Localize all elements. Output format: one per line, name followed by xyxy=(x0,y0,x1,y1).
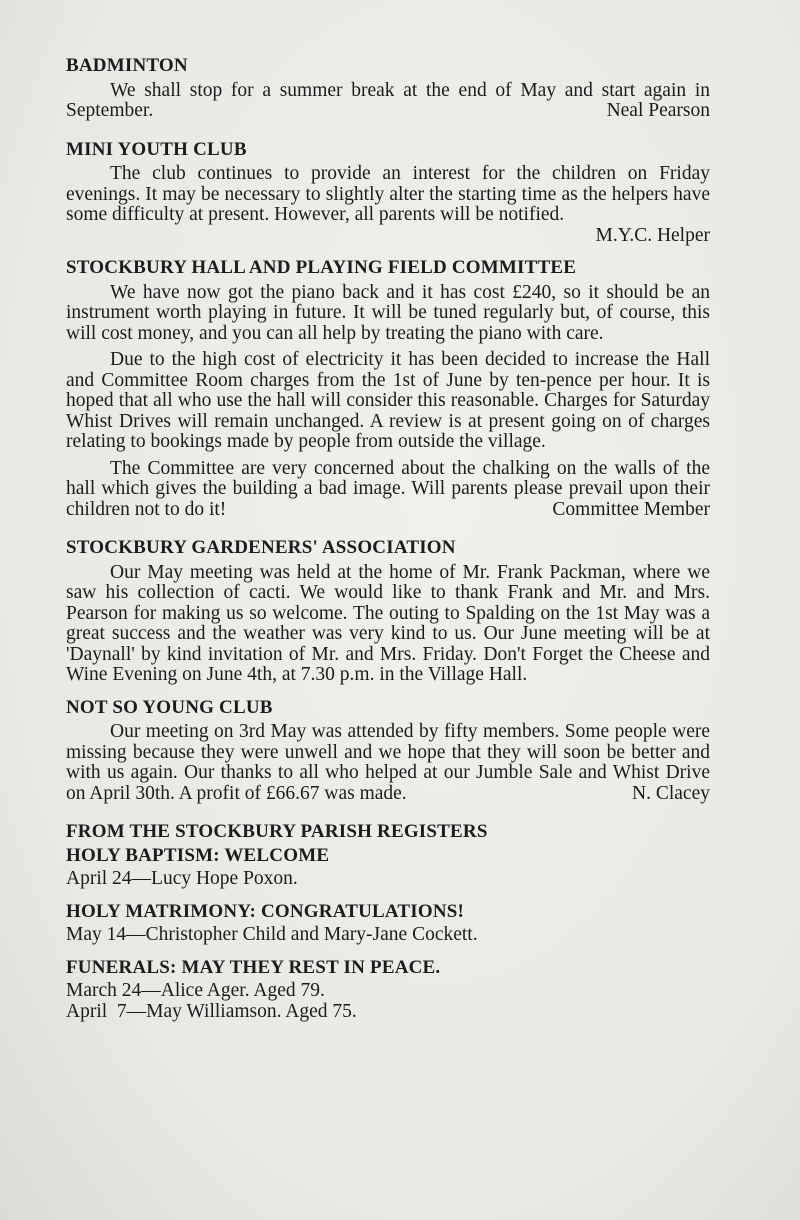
page-content xyxy=(66,56,710,1022)
gardeners-heading: STOCKBURY GARDENERS' ASSOCIATION xyxy=(66,537,456,558)
funeral-entry-2: April 7—May Williamson. Aged 75. xyxy=(66,1000,357,1022)
baptism-heading: HOLY BAPTISM: WELCOME xyxy=(66,844,330,866)
badminton-signature: Neal Pearson xyxy=(606,100,710,121)
gardeners-section xyxy=(66,538,710,686)
badminton-text: We shall stop for a summer break at the end of May and start again in September. Neal Pearson xyxy=(66,79,710,121)
registers-heading: FROM THE STOCKBURY PARISH REGISTERS xyxy=(66,821,488,842)
mini-youth-heading: MINI YOUTH CLUB xyxy=(66,138,247,160)
not-so-young-text: Our meeting on 3rd May was attended by fifty members. Some people were missing because they were unwell and we hope that they will soon be better and with us again. Our thanks to all who helped at our Jumble Sale and Whist Drive on April 30th. A profit of £66.67 was made. N. Clacey xyxy=(66,721,710,804)
hall-paragraph-2: Due to the high cost of electricity it has been decided to increase the Hall and Committee Room charges from the 1st of June by ten-pence per hour. It is hoped that all who use the hall will consider this reasonable. Charges for Saturday Whist Drives will remain unchanged. A review is at present going on of charges relating to bookings made by people from outside the village. xyxy=(66,349,710,452)
badminton-section xyxy=(66,56,710,128)
gardeners-text: Our May meeting was held at the home of Mr. Frank Packman, where we saw his collection of cacti. We would like to thank Frank and Mr. and Mrs. Pearson for making us so welcome. The outing to Spalding on the 1st May was a great success and the weather was very kind to us. Our June meeting will be at 'Daynall' by kind invitation of Mr. and Mrs. Friday. Don't Forget the Cheese and Wine Evening on June 4th, at 7.30 p.m. in the Village Hall. xyxy=(66,561,710,685)
mini-youth-text: The club continues to provide an interest for the children on Friday evenings. It may be necessary to slightly alter the starting time as the helpers have some difficulty at present. However, all parents will be notified. M.Y.C. Helper xyxy=(66,163,710,246)
hall-committee-heading: STOCKBURY HALL AND PLAYING FIELD COMMITTEE xyxy=(66,257,577,278)
not-so-young-heading: NOT SO YOUNG CLUB xyxy=(66,696,273,718)
matrimony-entry: May 14—Christopher Child and Mary-Jane Cockett. xyxy=(66,924,478,945)
mini-youth-signature: M.Y.C. Helper xyxy=(595,224,710,246)
matrimony-heading: HOLY MATRIMONY: CONGRATULATIONS! xyxy=(66,900,465,922)
baptism-entry: April 24—Lucy Hope Poxon. xyxy=(66,868,298,889)
badminton-heading: BADMINTON xyxy=(66,55,188,76)
hall-committee-section xyxy=(66,258,710,526)
not-so-young-section xyxy=(66,698,710,811)
funeral-entry-1: March 24—Alice Ager. Aged 79. xyxy=(66,980,325,1001)
hall-signature: Committee Member xyxy=(552,498,710,520)
hall-paragraph-3: The Committee are very concerned about the chalking on the walls of the hall which gives the building a bad image. Will parents please prevail upon their children not to do it! Committee Member xyxy=(66,457,710,520)
not-so-young-signature: N. Clacey xyxy=(632,782,710,804)
funerals-heading: FUNERALS: MAY THEY REST IN PEACE. xyxy=(66,956,441,978)
parish-registers xyxy=(66,822,710,1022)
hall-paragraph-1: We have now got the piano back and it has cost £240, so it should be an instrument worth playing in future. It will be tuned regularly but, of course, this will cost money, and you can all help by treating the piano with care. xyxy=(66,281,710,344)
mini-youth-section xyxy=(66,140,710,247)
